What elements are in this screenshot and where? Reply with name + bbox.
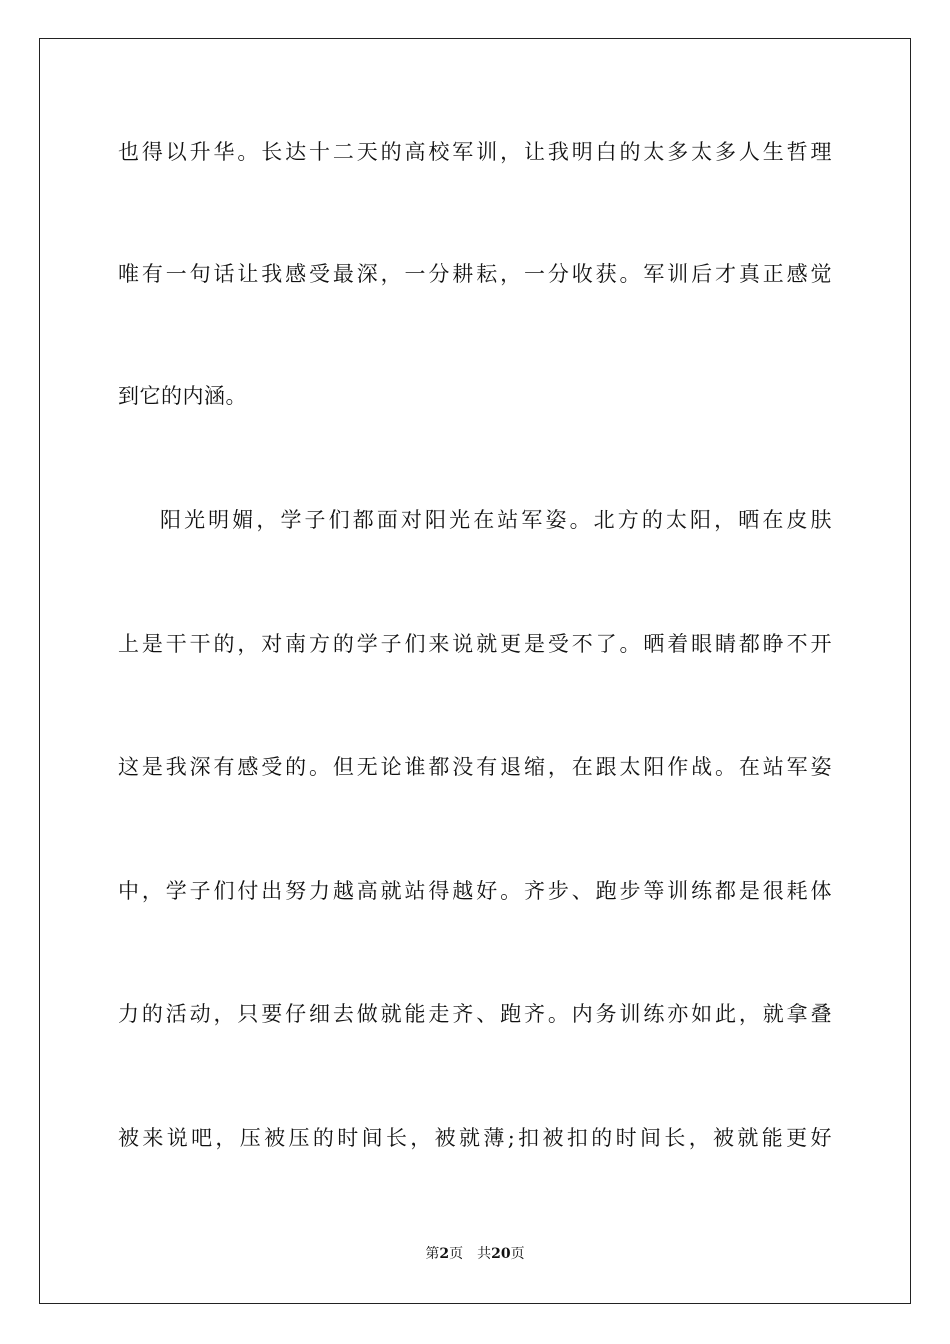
page-number: 2 <box>439 1246 450 1262</box>
page-prefix: 第 <box>425 1246 440 1262</box>
body-text-line: 唯有一句话让我感受最深，一分耕耘，一分收获。军训后才真正感觉 <box>118 262 832 286</box>
body-text-line: 这是我深有感受的。但无论谁都没有退缩，在跟太阳作战。在站军姿 <box>118 755 832 779</box>
page-border <box>39 38 911 1304</box>
body-text-line: 到它的内涵。 <box>118 384 247 408</box>
body-text-line: 阳光明媚，学子们都面对阳光在站军姿。北方的太阳，晒在皮肤 <box>160 508 832 532</box>
body-text-line: 被来说吧，压被压的时间长，被就薄;扣被扣的时间长，被就能更好 <box>118 1126 832 1150</box>
body-text-line: 上是干干的，对南方的学子们来说就更是受不了。晒着眼睛都睁不开 <box>118 632 832 656</box>
total-suffix: 页 <box>510 1246 525 1262</box>
body-text-line: 也得以升华。长达十二天的高校军训，让我明白的太多太多人生哲理 <box>118 140 832 164</box>
body-text-line: 力的活动，只要仔细去做就能走齐、跑齐。内务训练亦如此，就拿叠 <box>118 1002 832 1026</box>
page-suffix: 页 <box>449 1246 464 1262</box>
page-footer <box>0 1243 950 1263</box>
body-text-line: 中，学子们付出努力越高就站得越好。齐步、跑步等训练都是很耗体 <box>118 879 832 903</box>
total-prefix: 共 <box>477 1246 492 1262</box>
total-pages: 20 <box>491 1246 511 1262</box>
